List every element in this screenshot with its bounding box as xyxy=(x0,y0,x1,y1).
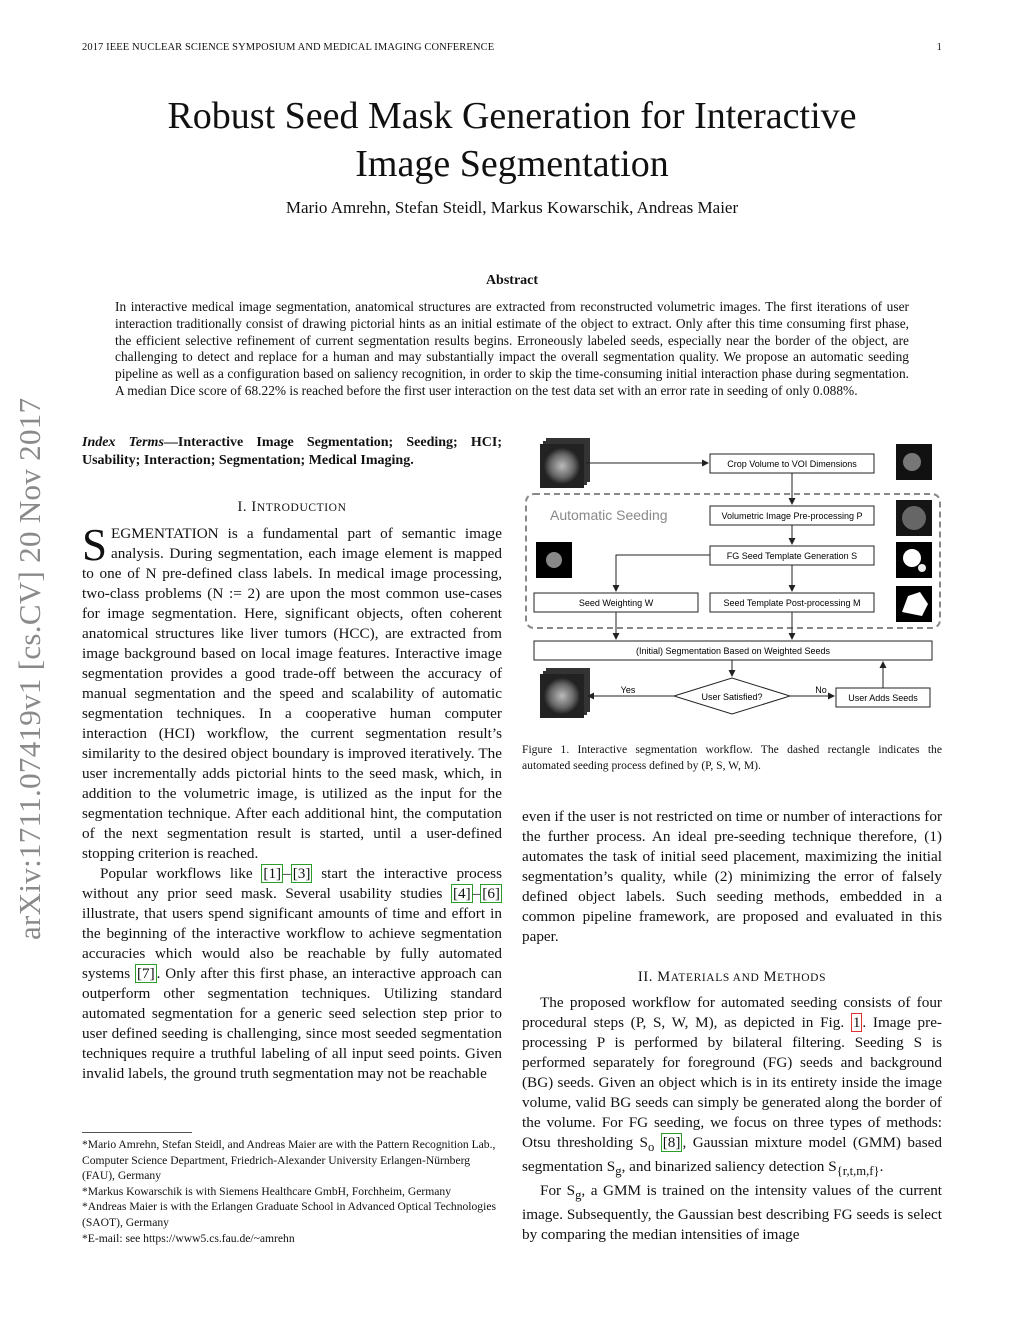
subscript-g: g xyxy=(575,1188,582,1203)
yes-label: Yes xyxy=(620,685,636,695)
footnote-rule xyxy=(82,1132,192,1133)
workflow-diagram xyxy=(524,434,944,734)
automatic-seeding-label: Automatic Seeding xyxy=(550,507,668,523)
seed-weighting-thumbnail xyxy=(536,542,572,578)
footnote-4: *E-mail: see https://www5.cs.fau.de/~amrehn xyxy=(82,1231,295,1245)
abstract-heading: Abstract xyxy=(485,273,539,288)
ct-volume-stack-bottom xyxy=(540,668,590,718)
index-terms-text: —Interactive Image Segmentation; Seeding; HCI; Usability; Interaction; Segmentation; Medical Imaging. xyxy=(82,435,502,468)
no-label: No xyxy=(815,685,827,695)
title-line-2: Image Segmentation xyxy=(355,143,669,185)
citation-6[interactable]: [6] xyxy=(482,885,500,902)
m-text-f: . xyxy=(879,1158,884,1176)
m-text-d: , Gaussian mixture model (GMM) based segmentation S xyxy=(522,1134,942,1176)
fg-template-thumbnail xyxy=(896,542,932,578)
figure-caption: Figure 1. Interactive segmentation workflow. The dashed rectangle indicates the automated seeding process defined by (P, S, W, M). xyxy=(522,743,942,772)
section-heading-methods xyxy=(522,969,942,986)
p2-text-d: . Only after this first phase, an interactive approach can outperform other segmentation techniques. Utilizing standard automated segmentation for a generic seed selection step prior to user defined seeding is challenging, since most seeded segmentation techniques require a truthful labeling of all input seed points. Given invalid labels, the ground truth segmentation may not be reachable xyxy=(82,965,502,1082)
crop-label: Crop Volume to VOI Dimensions xyxy=(727,459,857,469)
introduction-text xyxy=(82,520,502,1084)
preprocessing-label: Volumetric Image Pre-processing P xyxy=(721,511,863,521)
methods-paragraph-2 xyxy=(522,1181,942,1245)
right-column-paragraph-1: even if the user is not restricted on time or number of interactions for the further process. An ideal pre-seeding technique therefore, (1) automates the task of initial seed placement, maximizing the initial segmentation’s quality, while (2) minimizing the error of falsely defined object labels. Such seeding methods, embedded in a common pipeline framework, are proposed and evaluated in this paper. xyxy=(522,808,942,945)
footnote-1: *Mario Amrehn, Stefan Steidl, and Andreas Maier are with the Pattern Recognition Lab., Computer Science Department, Friedrich-Alexander University Erlangen-Nürnberg (FAU), Germany xyxy=(82,1138,496,1183)
intro-paragraph-2 xyxy=(82,864,502,1084)
subscript-g: g xyxy=(615,1164,622,1179)
citation-7[interactable]: [7] xyxy=(136,965,155,982)
section-number: II. xyxy=(637,969,653,985)
footnote-3: *Andreas Maier is with the Erlangen Graduate School in Advanced Optical Technologies (SAOT), Germany xyxy=(82,1200,496,1229)
title-line-1: Robust Seed Mask Generation for Interactive xyxy=(167,95,857,137)
citation-3[interactable]: [3] xyxy=(292,865,311,882)
citation-4[interactable]: [4] xyxy=(452,885,471,902)
footnotes xyxy=(82,1132,502,1246)
cropped-voi-thumbnail xyxy=(896,444,932,480)
m-text-b: . Image pre-processing P is performed by bilateral filtering. Seeding S is performed separately for foreground (FG) seeds and background (BG) seeds. Given an object which is in its entirety inside the image volume, valid BG seeds can simply be generated along the border of the volume. For FG seeding, we focus on three types of methods: Otsu thresholding S xyxy=(522,1014,942,1151)
user-adds-seeds-label: User Adds Seeds xyxy=(848,693,918,703)
initial-segmentation-label: (Initial) Segmentation Based on Weighted Seeds xyxy=(636,646,830,656)
m-text-e: , and binarized saliency detection S xyxy=(621,1158,837,1176)
postprocessed-thumbnail xyxy=(896,586,932,622)
m-text-c xyxy=(654,1134,660,1151)
abstract-body: In interactive medical image segmentation, anatomical structures are extracted from reconstructed volumetric images. The first iterations of user interaction traditionally consist of drawing pictorial hints as an initial estimate of the object to extract. Only after this time consuming first phase, the efficient selective refinement of current segmentation results begins. Erroneously labeled seeds, especially near the border of the object, are challenging to detect and replace for a human and may substantially impact the overall segmentation quality. We propose an automatic seeding pipeline as well as a configuration based on saliency recognition, in order to skip the time-consuming initial interaction phase during segmentation. A median Dice score of 68.22% is reached before the first user interaction on the test data set with an error rate in seeding of only 0.088%. xyxy=(115,299,909,398)
ct-volume-stack-top xyxy=(540,438,590,488)
methods-paragraph-1 xyxy=(522,993,942,1181)
section-rest-1: ATERIALS AND xyxy=(670,972,760,984)
subscript-o: o xyxy=(647,1140,655,1155)
m-text-h: , a GMM is trained on the intensity values of the current image. Subsequently, the Gaussian best describing FG seeds is select by comparing the median intensities of image xyxy=(522,1182,943,1244)
p2-text-a: Popular workflows like xyxy=(100,865,262,882)
author-list: Mario Amrehn, Stefan Steidl, Markus Kowarschik, Andreas Maier xyxy=(285,198,739,217)
index-terms-label: Index Terms xyxy=(82,435,164,450)
arxiv-stamp: arXiv:1711.07419v1 [cs.CV] 20 Nov 2017 xyxy=(12,397,47,940)
section-heading-introduction xyxy=(82,499,502,516)
section-number: I. xyxy=(237,499,248,515)
footnote-2: *Markus Kowarschik is with Siemens Healthcare GmbH, Forchheim, Germany xyxy=(82,1184,451,1198)
section-m2: M xyxy=(763,969,778,985)
m-text-g: For S xyxy=(540,1182,576,1200)
seed-weighting-label: Seed Weighting W xyxy=(578,598,654,608)
citation-1[interactable]: [1] xyxy=(263,865,282,882)
section-m1: M xyxy=(657,969,671,985)
intro-caps: EGMENTATION xyxy=(111,525,219,542)
m-text-a: The proposed workflow for automated seeding consists of four procedural steps (P, S, W, M), as depicted in Fig. xyxy=(522,994,942,1031)
citation-8[interactable]: [8] xyxy=(662,1134,681,1151)
intro-paragraph-1: is a fundamental part of semantic image analysis. During segmentation, each image element is mapped to one of N pre-defined class labels. In medical image processing, two-class problems (N := 2) are upon the most common use-cases for image segmentation. Here, significant objects, often coherent anatomical structures like liver tumors (HCC), are extracted from image background based on local image features. Interactive image segmentation provides a good trade-off between the accuracy of manual segmentation and the speed and scalability of automatic segmentation techniques. In a cooperative human computer interaction (HCI) workflow, the current segmentation result’s similarity to the desired object boundary is improved iteratively. The user incrementally adds pictorial hints to the seed mask, which, in addition to the volumetric image, is utilized as the input for the segmentation technique. After each additional hint, the computation of the next segmentation result is started, until a user-defined stopping criterion is reached. xyxy=(82,525,502,862)
p2-text-b: start the interactive process without any prior seed mask. Several usability studies xyxy=(82,865,502,902)
fg-template-label: FG Seed Template Generation S xyxy=(726,551,858,561)
page-number: 1 xyxy=(936,42,942,53)
flow-arrows xyxy=(586,463,883,696)
p2-text-c: illustrate, that users spend significant amounts of time and effort in the beginning of the interactive workflow to achieve segmentation accuracies which would also be reachable by fully automated systems xyxy=(82,905,502,982)
user-satisfied-label: User Satisfied? xyxy=(701,692,763,702)
conference-name: 2017 IEEE NUCLEAR SCIENCE SYMPOSIUM AND MEDICAL IMAGING CONFERENCE xyxy=(82,42,495,53)
section-rest-2: ETHODS xyxy=(777,972,827,984)
section-title-rest: NTRODUCTION xyxy=(256,502,347,514)
dash: – xyxy=(283,865,291,882)
paper-title xyxy=(80,92,944,188)
methods-text xyxy=(522,993,942,1245)
dash: – xyxy=(472,885,481,902)
running-header xyxy=(82,42,942,53)
section-title-initial: I xyxy=(251,499,257,515)
index-terms xyxy=(82,434,502,470)
preprocessed-thumbnail xyxy=(896,500,932,536)
subscript-rtmf: {r,t,m,f} xyxy=(836,1164,880,1179)
drop-cap: S xyxy=(82,520,108,570)
postprocessing-label: Seed Template Post-processing M xyxy=(723,598,861,608)
figure-1 xyxy=(524,434,944,734)
figure-reference[interactable]: 1 xyxy=(852,1014,861,1031)
